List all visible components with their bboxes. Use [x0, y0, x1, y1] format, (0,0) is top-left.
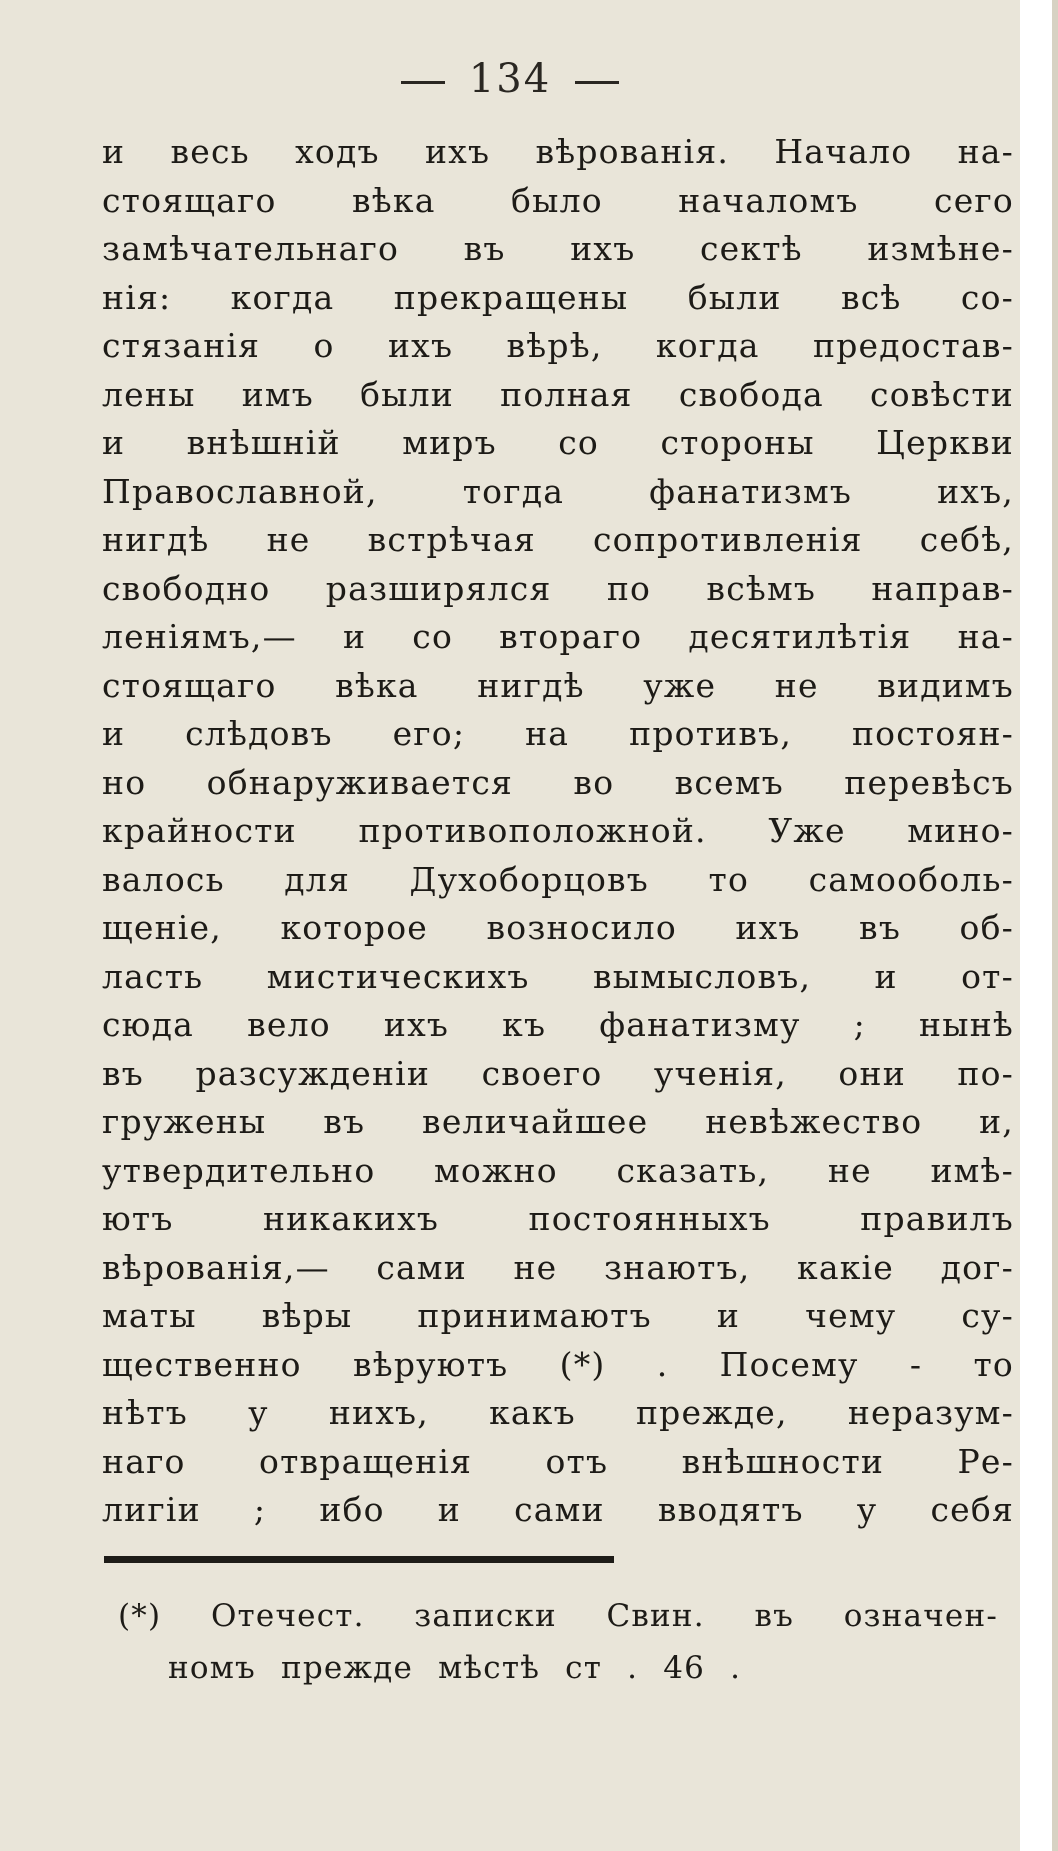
page-number: 134 [468, 56, 552, 102]
text-line: леніямъ,— и со втораго десятилѣтія на- [102, 617, 1014, 656]
page-number-header [0, 56, 1020, 102]
footnote-separator [104, 1556, 614, 1563]
body-text [102, 128, 1014, 1535]
text-line: нѣтъ у нихъ, какъ прежде, неразум- [102, 1393, 1014, 1432]
text-line: сюда вело ихъ къ фанатизму ; нынѣ [102, 1005, 1014, 1044]
text-line: въ разсужденіи своего ученія, они по- [102, 1053, 1014, 1093]
page-edge [1052, 0, 1058, 1851]
text-line: наго отвращенія отъ внѣшности Ре- [102, 1441, 1014, 1481]
text-line: щеніе, которое возносило ихъ въ об- [102, 908, 1014, 947]
text-line: и слѣдовъ его; на противъ, постоян- [102, 714, 1014, 753]
header-dash-right [575, 81, 619, 84]
footnote-line: (*) Отечест. записки Свин. въ означен- [118, 1598, 998, 1634]
text-line: стязанія о ихъ вѣрѣ, когда предостав- [102, 326, 1014, 365]
text-line: гружены въ величайшее невѣжество и, [102, 1102, 1014, 1141]
text-line: но обнаруживается во всемъ перевѣсъ [102, 762, 1014, 802]
text-line: нигдѣ не встрѣчая сопротивленія себѣ, [102, 520, 1014, 559]
text-line: свободно разширялся по всѣмъ направ- [102, 568, 1014, 608]
text-line: замѣчательнаго въ ихъ сектѣ измѣне- [102, 229, 1014, 268]
footnote-line: номъ прежде мѣстѣ ст . 46 . [168, 1650, 742, 1686]
text-line: нія: когда прекращены были всѣ со- [102, 277, 1014, 317]
text-line: лены имъ были полная свобода совѣсти [102, 374, 1014, 414]
text-line: вѣрованія,— сами не знаютъ, какіе дог- [102, 1247, 1014, 1287]
text-line: стоящаго вѣка было началомъ сего [102, 180, 1014, 220]
text-line: и весь ходъ ихъ вѣрованія. Начало на- [102, 132, 1014, 171]
text-line: лигіи ; ибо и сами вводятъ у себя [102, 1490, 1014, 1529]
text-line: щественно вѣруютъ (*) . Посему - то [102, 1344, 1014, 1384]
text-line: ютъ никакихъ постоянныхъ правилъ [102, 1199, 1014, 1238]
footnote [118, 1590, 998, 1694]
text-line: валось для Духоборцовъ то самооболь- [102, 859, 1014, 899]
text-line: Православной, тогда фанатизмъ ихъ, [102, 471, 1014, 511]
text-line: маты вѣры принимаютъ и чему су- [102, 1296, 1014, 1335]
text-line: ласть мистическихъ вымысловъ, и от- [102, 956, 1014, 996]
text-line: утвердительно можно сказать, не имѣ- [102, 1150, 1014, 1190]
text-line: крайности противоположной. Уже мино- [102, 811, 1014, 850]
text-line: и внѣшній миръ со стороны Церкви [102, 423, 1014, 462]
header-dash-left [401, 81, 445, 84]
text-line: стоящаго вѣка нигдѣ уже не видимъ [102, 665, 1014, 705]
